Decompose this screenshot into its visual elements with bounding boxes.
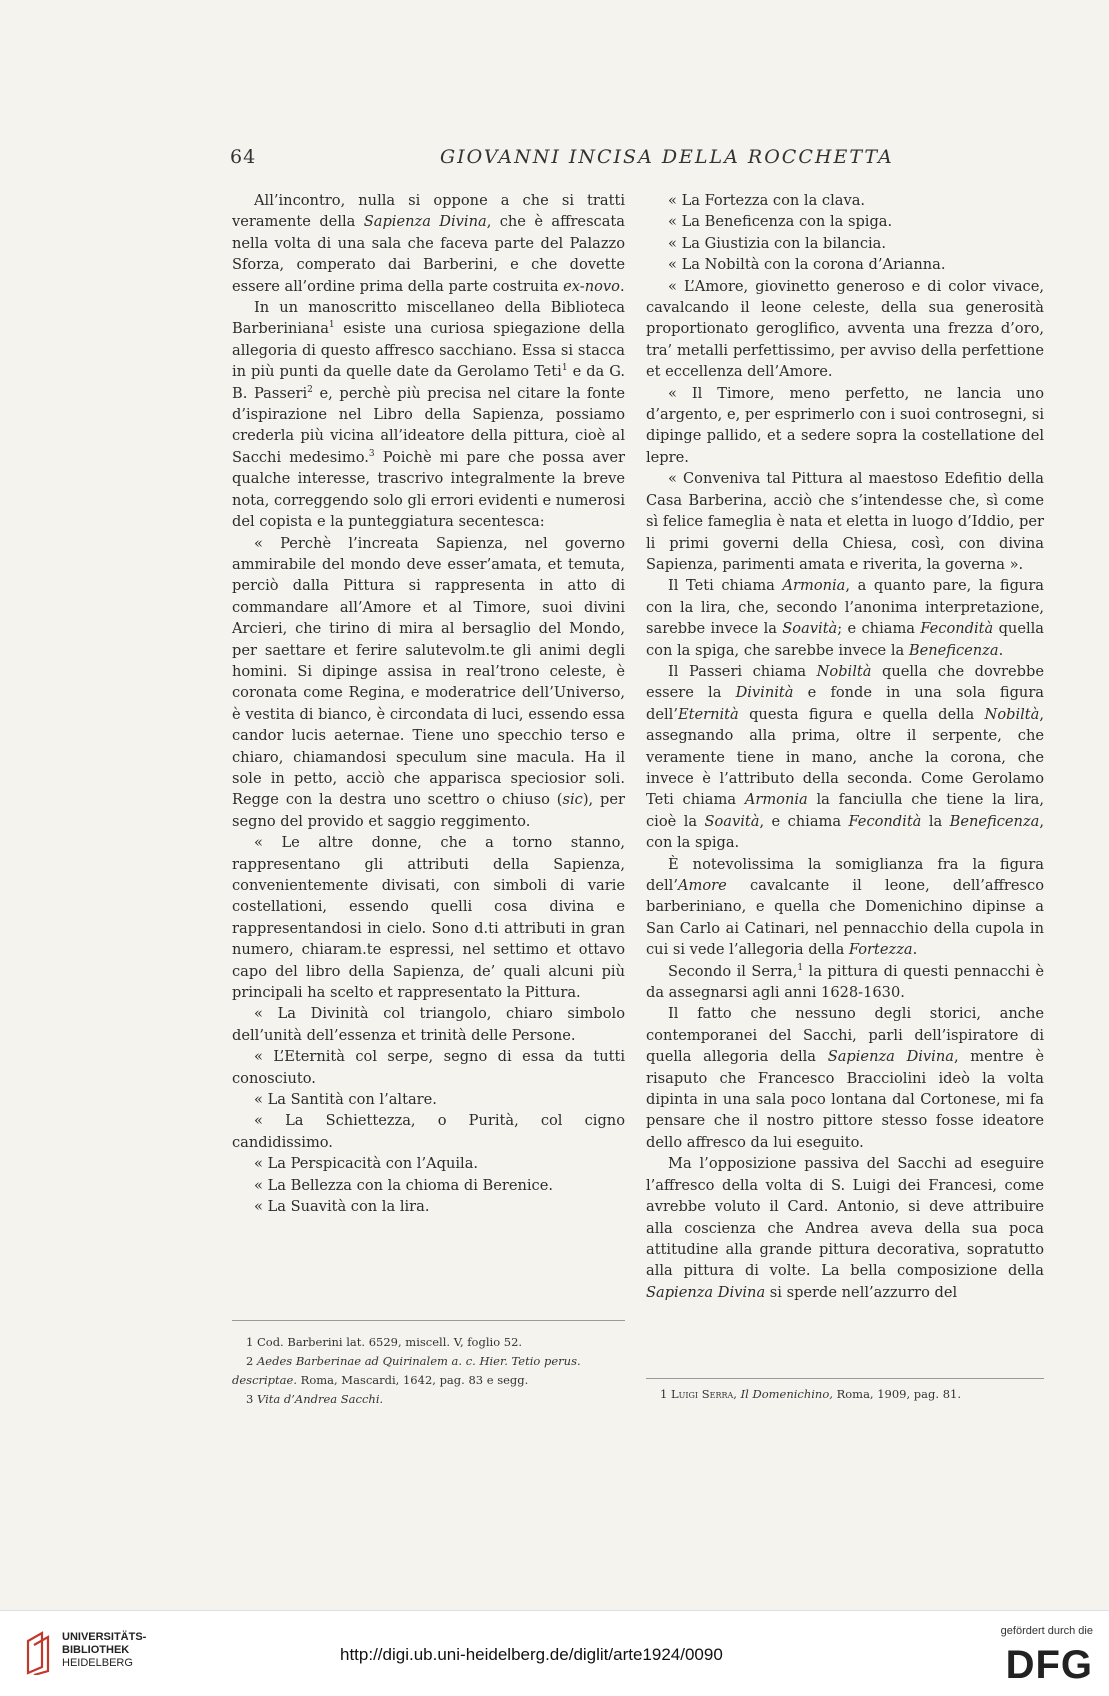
library-name: UNIVERSITÄTS- BIBLIOTHEK HEIDELBERG [62, 1631, 147, 1669]
quote-paragraph: « La Santità con l’altare. [254, 1091, 437, 1109]
footnote: 1 Cod. Barberini lat. 6529, miscell. V, foglio 52. [246, 1335, 523, 1349]
running-title: GIOVANNI INCISA DELLA ROCCHETTA [440, 146, 894, 168]
quote-paragraph: « La Beneficenza con la spiga. [668, 213, 893, 231]
paragraph: Il Passeri chiama Nobiltà quella che dovrebbe essere la Divinità e fonde in una sola figura dell’Eternità questa figura e quella della Nobiltà, assegnando alla prima, oltre il serpente, che veramente tiene in mano, anche la corona, che invece è l’attributo della seconda. Come Gerolamo Teti chiama Armonia la fanciulla che tiene la lira, cioè la Soavità, e chiama Fecondità la Beneficenza, con la spiga. [646, 662, 1044, 852]
footnotes-right [646, 1385, 1044, 1404]
paragraph: Ma l’opposizione passiva del Sacchi ad eseguire l’affresco della volta di S. Luigi dei Francesi, come avrebbe voluto il Card. Antonio, si deve attribuire alla coscienza che Andrea aveva della sua poca attitudine alla grande pittura decorativa, sopratutto alla pittura di volte. La bella composizione della Sapienza Divina si sperde nell’azzurro del [646, 1155, 1044, 1301]
quote-paragraph: « La Perspicacità con l’Aquila. [254, 1155, 479, 1173]
paragraph: All’incontro, nulla si oppone a che si tratti veramente della Sapienza Divina, che è affrescata nella volta di una sala che faceva parte del Palazzo Sforza, comperato dai Barberini, e che dovette essere all’ordine prima della parte costruita ex-novo. [232, 192, 625, 295]
paragraph: Il Teti chiama Armonia, a quanto pare, la figura con la lira, che, secondo l’anonima interpretazione, sarebbe invece la Soavità; e chiama Fecondità quella con la spiga, che sarebbe invece la Beneficenza. [646, 577, 1045, 659]
quote-paragraph: « La Bellezza con la chioma di Berenice. [254, 1176, 553, 1194]
quote-paragraph: « La Giustizia con la bilancia. [668, 234, 887, 252]
viewer-footer [0, 1610, 1109, 1696]
permalink[interactable]: http://digi.ub.uni-heidelberg.de/diglit/arte1924/0090 [340, 1645, 723, 1664]
quote-paragraph: « Conveniva tal Pittura al maestoso Edefitio della Casa Barberina, acciò che s’intendesse che, sì come sì felice fameglia è nata et eletta in luogo d’Iddio, per li primi governi della Chiesa, così, con divina Sapienza, parimenti amata e riverita, la governa ». [646, 470, 1044, 573]
footnotes-left [232, 1333, 625, 1409]
quote-paragraph: « La Schiettezza, o Purità, col cigno candidissimo. [232, 1112, 625, 1151]
right-column [646, 190, 1044, 1303]
left-column [232, 190, 625, 1218]
quote-paragraph: « La Divinità col triangolo, chiaro simbolo dell’unità dell’essenza et trinità delle Persone. [232, 1005, 625, 1044]
paragraph: È notevolissima la somiglianza fra la figura dell’Amore cavalcante il leone, dell’affresco barberiniano, e quella che Domenichino dipinse a San Carlo ai Catinari, nel pennacchio della cupola in cui si vede l’allegoria della Fortezza. [646, 855, 1044, 959]
footnote-rule-left [232, 1320, 625, 1321]
footnote-ref: 1 [328, 320, 335, 331]
quote-paragraph: « La Suavità con la lira. [254, 1198, 430, 1216]
footnote: 1 Luigi Serra, Il Domenichino, Roma, 1909, pag. 81. [660, 1387, 961, 1401]
quote-paragraph: « La Fortezza con la clava. [668, 192, 866, 209]
paragraph: Il fatto che nessuno degli storici, anche contemporanei del Sacchi, parli dell’ispiratore di quella allegoria della Sapienza Divina, mentre è risaputo che Francesco Bracciolini ideò la volta dipinta in una sala poco lontana dal Cortonese, mi fa pensare che il nostro pittore stesso fosse ideatore dello affresco da lui eseguito. [646, 1005, 1045, 1151]
quote-paragraph: « Le altre donne, che a torno stanno, rappresentano gli attributi della Sapienza, convenientemente divisati, con simboli di varie costellationi, essendo quelli cosa divina e rappresentandosi in cielo. Sono d.ti attributi in gran numero, chiaram.te espressi, nel settimo et ottavo capo del libro della Sapienza, de’ quali alcuni più principali ha scelto et rappresentato la Pittura. [232, 834, 625, 1002]
footnote-ref: 1 [797, 962, 804, 973]
quote-paragraph: « Perchè l’increata Sapienza, nel governo ammirabile del mondo deve esser’amata, et temuta, perciò dalla Pittura si rappresenta in atto di commandare all’Amore et al Timore, suoi divini Arcieri, che tirino di mira al bersaglio del Mondo, per saettare et ferire salutevolm.te gli animi degli homini. Si dipinge assisa in real’trono celeste, è coronata come Regina, e moderatrice dell’Universo, è vestita di bianco, è circondata di luci, essendo essa candor lucis aeternae. Tiene uno specchio terso e chiaro, chiamandosi speculum sine macula. Ha il sole in petto, acciò che apparisca speciosior soli. Regge con la destra uno scettro o chiuso (sic), per segno del provido et saggio reggimento. [232, 534, 625, 830]
quote-paragraph: « L’Amore, giovinetto generoso e di color vivace, cavalcando il leone celeste, della sua generosità proportionato geroglifico, avventa una frezza d’oro, tra’ metalli perfettissimo, per avviso della perfettione et eccellenza dell’Amore. [646, 277, 1044, 381]
quote-paragraph: « L’Eternità col serpe, segno di essa da tutti conosciuto. [232, 1048, 625, 1087]
quote-paragraph: « La Nobiltà con la corona d’Arianna. [668, 256, 946, 274]
paragraph: In un manoscritto miscellaneo della Biblioteca Barberiniana$^1$ esiste una curiosa spiegazione della allegoria di questo affresco sacchiano. Essa si stacca in più punti da quelle date da Gerolamo Teti$^1$ e da G. B. Passeri$^2$ e, perchè più precisa nel citare la fonte d’ispirazione nel Libro della Sapienza, possiamo crederla più vicina all’ideatore della pittura, cioè al Sacchi medesimo.$^3$ Poichè mi pare che possa aver qualche interesse, trascrivo integralmente la breve nota, correggendo solo gli errori evidenti e numerosi del copista e la punteggiatura secentesca: [232, 299, 625, 531]
paragraph: Secondo il Serra,$^1$ la pittura di questi pennacchi è da assegnarsi agli anni 1628-1630. [646, 962, 1044, 1002]
funding-label: gefördert durch die [1000, 1625, 1093, 1637]
footnote: 3 Vita d’Andrea Sacchi. [246, 1392, 384, 1406]
footnote-ref: 2 [307, 384, 313, 395]
page-number: 64 [230, 146, 257, 168]
dfg-logo: DFG [1005, 1643, 1093, 1687]
quote-paragraph: « Il Timore, meno perfetto, ne lancia uno d’argento, e, per esprimerlo con i suoi controsegni, si dipinge pallido, et a sedere sopra la costellatione del lepre. [646, 384, 1044, 466]
footnote-ref: 1 [561, 363, 568, 374]
footnote: 2 Aedes Barberinae ad Quirinalem a. c. Hier. Tetio perus. descriptae. Roma, Mascardi, 1642, pag. 83 e segg. [232, 1354, 581, 1387]
footnote-ref: 3 [368, 449, 375, 460]
library-logo-icon [24, 1631, 54, 1675]
footnote-rule-right [646, 1378, 1044, 1379]
